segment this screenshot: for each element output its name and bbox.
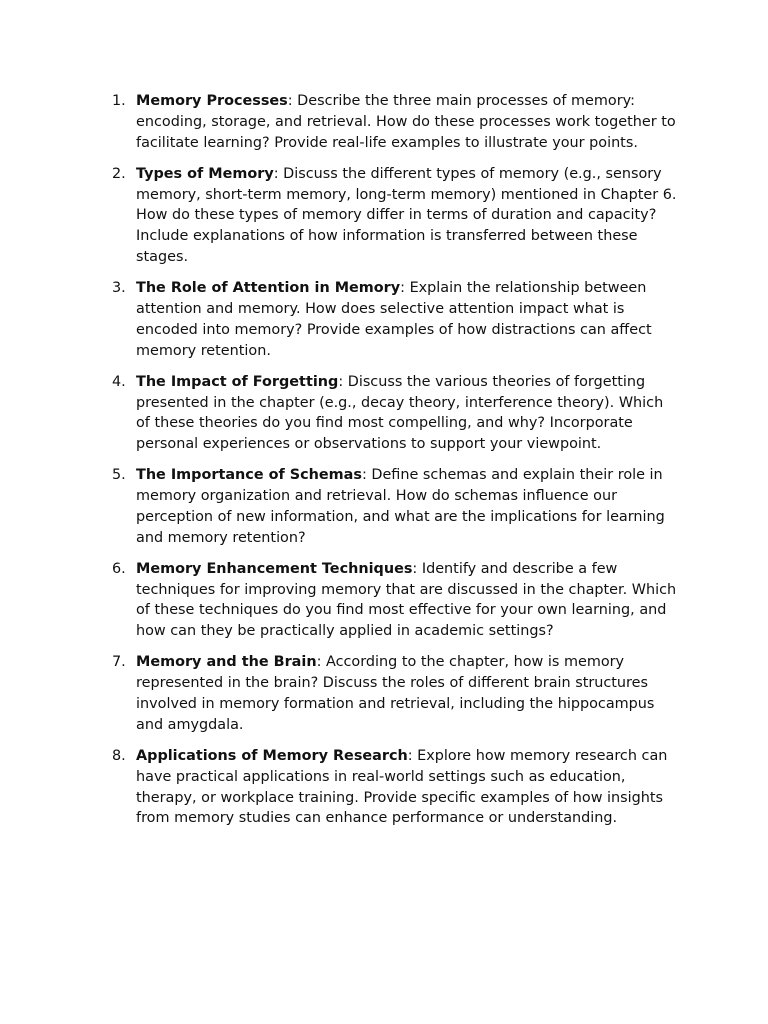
item-text: : Explain the relationship between attention and memory. How does selective attention impact what is encoded into memory? Provide examples of how distractions can affect memory retention. [136,280,652,359]
item-title: Memory Processes [136,93,288,109]
list-item [108,652,680,735]
list-item-body [136,559,680,642]
item-text: : Describe the three main processes of memory: encoding, storage, and retrieval. How do these processes work together to facilitate learning? Provide real-life examples to illustrate your points. [136,93,676,151]
list-item-body [136,465,680,548]
list-item-body [136,372,680,455]
item-title: The Impact of Forgetting [136,373,339,390]
item-text: : Discuss the different types of memory (e.g., sensory memory, short-term memory, long-term memory) mentioned in Chapter 6. How do these types of memory differ in terms of duration and capacity? Include explanations of how information is transferred between these stages. [136,165,677,265]
item-title: Types of Memory [136,165,274,182]
list-item [108,372,680,455]
question-list [108,91,680,840]
item-text: : Discuss the various theories of forgetting presented in the chapter (e.g., decay theory, interference theory). Which of these theories do you find most compelling, and why? Incorporate personal experiences or observations to support your viewpoint. [136,373,664,453]
list-number: 7. [112,654,126,671]
list-item [108,91,680,153]
list-item-body [136,91,680,153]
list-item [108,559,680,642]
item-text: : Explore how memory research can have practical applications in real-world settings such as education, therapy, or workplace training. Provide specific examples of how insights from memory studies can enhance performance or understanding. [136,748,668,827]
item-text: : According to the chapter, how is memory represented in the brain? Discuss the roles of different brain structures involved in memory formation and retrieval, including the hippocampus and amygdala. [136,654,655,733]
item-text: : Identify and describe a few techniques for improving memory that are discussed in the chapter. Which of these techniques do you find most effective for your own learning, and how can they be practically applied in academic settings? [136,560,677,640]
item-title: The Role of Attention in Memory [136,280,401,297]
list-number: 3. [112,280,126,297]
list-item-body [136,652,680,735]
item-title: Applications of Memory Research [136,748,408,765]
item-text: : Define schemas and explain their role in memory organization and retrieval. How do schemas influence our perception of new information, and what are the implications for learning and memory retention? [136,467,665,546]
list-item-body [136,746,680,829]
list-number: 8. [112,748,126,765]
list-item-body [136,164,680,268]
list-item-body [136,278,680,361]
list-number: 2. [112,165,126,182]
list-number: 1. [112,93,126,109]
list-item [108,164,680,268]
item-title: Memory and the Brain [136,654,317,671]
item-title: Memory Enhancement Techniques [136,560,413,577]
list-item [108,465,680,548]
list-number: 5. [112,467,126,484]
list-number: 4. [112,373,126,390]
item-title: The Importance of Schemas [136,467,362,484]
list-number: 6. [112,560,126,577]
list-item [108,746,680,829]
list-item [108,278,680,361]
